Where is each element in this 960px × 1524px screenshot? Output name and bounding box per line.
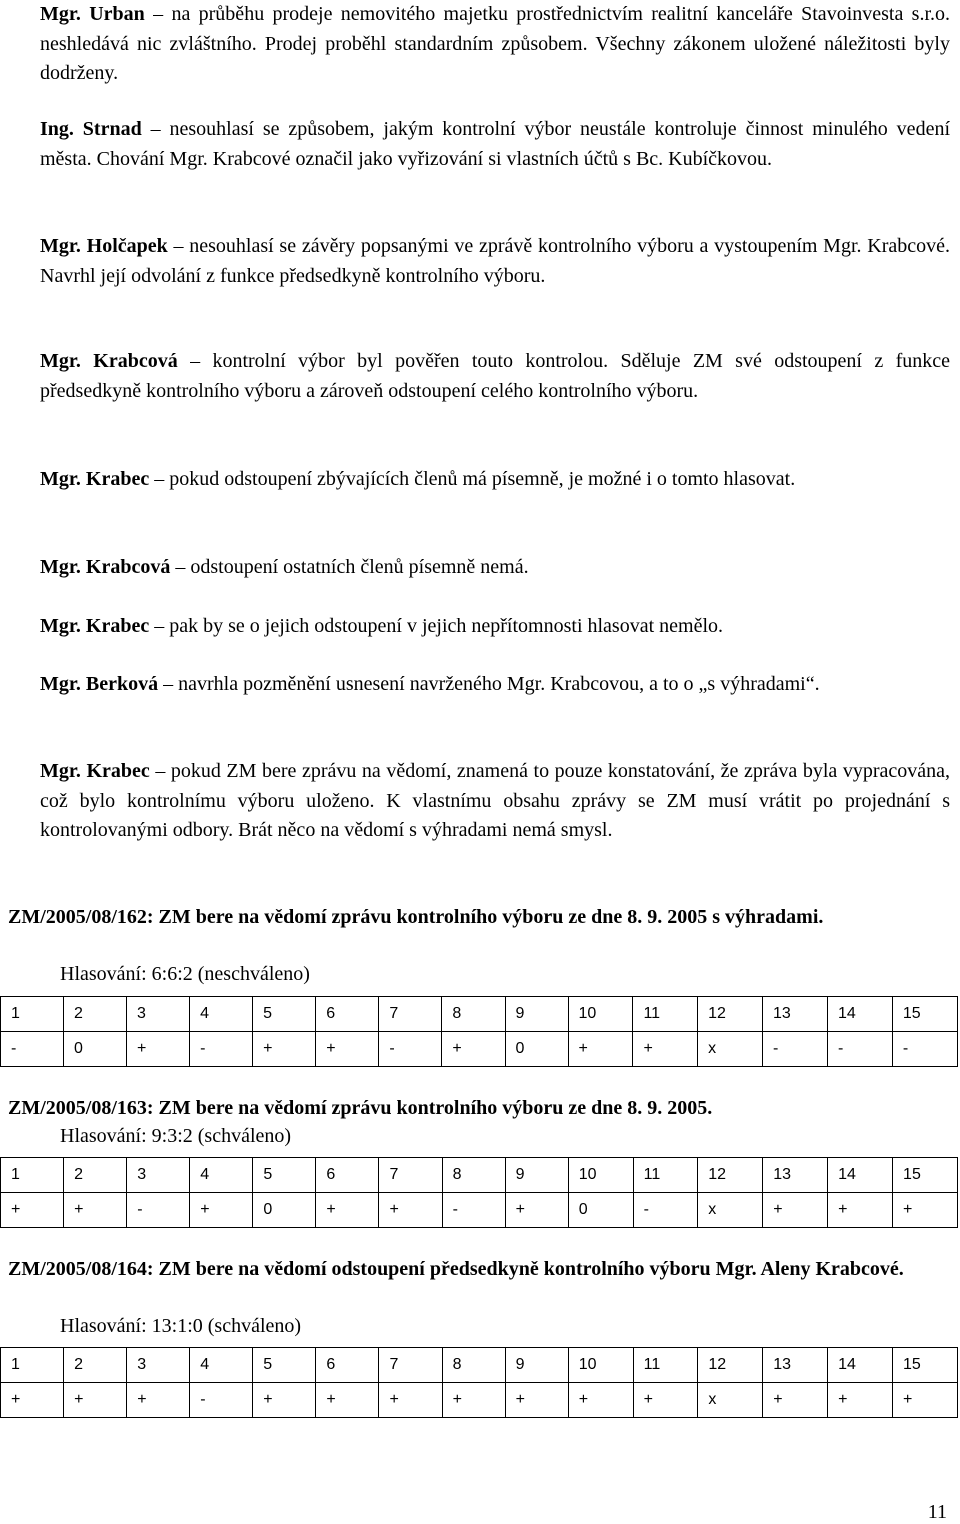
table-cell: - <box>892 1032 957 1067</box>
table-cell: + <box>1 1193 64 1228</box>
paragraph-krabcova-2 <box>40 553 950 583</box>
table-cell: x <box>698 1032 763 1067</box>
vote-result-163: Hlasování: 9:3:2 (schváleno) <box>60 1125 292 1147</box>
paragraph-text: – kontrolní výbor byl pověřen touto kontrolou. Sděluje ZM své odstoupení z funkce předsedkyně kontrolního výboru a zároveň odstoupení celého kontrolního výboru. <box>40 350 950 402</box>
table-cell: + <box>379 1383 442 1418</box>
table-cell: 11 <box>633 997 698 1032</box>
vote-table-marks-row <box>1 1193 958 1228</box>
paragraph-text: – navrhla pozměnění usnesení navrženého Mgr. Krabcovou, a to o „s výhradami“. <box>158 673 820 695</box>
table-cell: - <box>379 1032 442 1067</box>
table-cell: 5 <box>253 1158 316 1193</box>
table-cell: + <box>127 1032 190 1067</box>
table-cell: 7 <box>379 1348 442 1383</box>
paragraph-urban <box>40 0 950 89</box>
table-cell: - <box>827 1032 892 1067</box>
table-cell: + <box>253 1383 316 1418</box>
table-cell: + <box>633 1383 698 1418</box>
table-cell: + <box>828 1193 893 1228</box>
resolution-162: ZM/2005/08/162: ZM bere na vědomí zprávu kontrolního výboru ze dne 8. 9. 2005 s výhradami. <box>8 906 824 928</box>
paragraph-text: – nesouhlasí se způsobem, jakým kontrolní výbor neustále kontroluje činnost minulého vedení města. Chování Mgr. Krabcové označil jako vyřizování si vlastních účtů s Bc. Kubíčkovou. <box>40 118 950 170</box>
speaker-name: Mgr. Krabcová <box>40 556 171 578</box>
table-cell: 0 <box>505 1032 568 1067</box>
table-cell: x <box>698 1383 763 1418</box>
table-cell: + <box>190 1193 253 1228</box>
vote-table-numbers-row <box>1 1158 958 1193</box>
table-cell: 0 <box>253 1193 316 1228</box>
table-cell: 8 <box>442 1348 505 1383</box>
paragraph-text: – pokud ZM bere zprávu na vědomí, znamená to pouze konstatování, že zpráva byla vypracována, což bylo kontrolnímu výboru uloženo. K vlastnímu obsahu zprávy se ZM musí vrátit po projednání s kontrolovanými odbory. Brát něco na vědomí s výhradami nemá smysl. <box>40 760 950 841</box>
vote-table-marks-row <box>1 1383 958 1418</box>
table-cell: + <box>893 1193 958 1228</box>
table-cell: 10 <box>568 1158 633 1193</box>
table-cell: 14 <box>827 997 892 1032</box>
table-cell: 10 <box>568 997 633 1032</box>
table-cell: + <box>633 1032 698 1067</box>
table-cell: 1 <box>1 1348 64 1383</box>
speaker-name: Mgr. Holčapek <box>40 235 168 257</box>
paragraph-strnad <box>40 115 950 174</box>
speaker-name: Mgr. Krabec <box>40 760 150 782</box>
table-cell: 4 <box>190 1348 253 1383</box>
table-cell: + <box>379 1193 442 1228</box>
speaker-name: Mgr. Berková <box>40 673 159 695</box>
vote-table-numbers-row <box>1 997 958 1032</box>
table-cell: + <box>442 1032 505 1067</box>
paragraph-krabec-3 <box>40 757 950 846</box>
speaker-name: Mgr. Krabec <box>40 615 150 637</box>
table-cell: + <box>64 1193 127 1228</box>
table-cell: x <box>698 1193 763 1228</box>
table-cell: + <box>127 1383 190 1418</box>
table-cell: + <box>64 1383 127 1418</box>
table-cell: 1 <box>1 997 64 1032</box>
table-cell: 5 <box>253 997 316 1032</box>
table-cell: 12 <box>698 1348 763 1383</box>
speaker-name: Mgr. Krabec <box>40 468 150 490</box>
paragraph-text: – pokud odstoupení zbývajících členů má písemně, je možné i o tomto hlasovat. <box>149 468 796 490</box>
table-cell: 9 <box>505 1348 568 1383</box>
table-cell: 3 <box>127 1158 190 1193</box>
paragraph-berkova <box>40 670 950 700</box>
speaker-name: Mgr. Urban <box>40 3 145 25</box>
table-cell: 4 <box>190 1158 253 1193</box>
table-cell: + <box>316 1383 379 1418</box>
table-cell: + <box>253 1032 316 1067</box>
table-cell: 7 <box>379 997 442 1032</box>
table-cell: - <box>442 1193 505 1228</box>
resolution-163: ZM/2005/08/163: ZM bere na vědomí zprávu kontrolního výboru ze dne 8. 9. 2005. <box>8 1097 713 1119</box>
table-cell: - <box>127 1193 190 1228</box>
table-cell: 0 <box>568 1193 633 1228</box>
table-cell: 12 <box>698 1158 763 1193</box>
paragraph-holcapek <box>40 232 950 291</box>
table-cell: 11 <box>633 1158 698 1193</box>
table-cell: + <box>763 1383 828 1418</box>
table-cell: 12 <box>698 997 763 1032</box>
paragraph-text: – na průběhu prodeje nemovitého majetku prostřednictvím realitní kanceláře Stavoinvesta s.r.o. neshledává nic zvláštního. Prodej proběhl standardním způsobem. Všechny zákonem uložené náležitosti byly dodrženy. <box>40 3 950 84</box>
table-cell: + <box>505 1193 568 1228</box>
table-cell: 8 <box>442 1158 505 1193</box>
table-cell: 8 <box>442 997 505 1032</box>
table-cell: - <box>1 1032 64 1067</box>
paragraph-text: – pak by se o jejich odstoupení v jejich nepřítomnosti hlasovat nemělo. <box>149 615 724 637</box>
table-cell: + <box>828 1383 893 1418</box>
table-cell: + <box>763 1193 828 1228</box>
paragraph-krabec-1 <box>40 465 950 495</box>
table-cell: 6 <box>316 1348 379 1383</box>
table-cell: 15 <box>893 1348 958 1383</box>
table-cell: + <box>568 1383 633 1418</box>
vote-result-162: Hlasování: 6:6:2 (neschváleno) <box>60 963 310 985</box>
table-cell: 15 <box>892 997 957 1032</box>
vote-table-numbers-row <box>1 1348 958 1383</box>
table-cell: - <box>633 1193 698 1228</box>
table-cell: 13 <box>763 1348 828 1383</box>
table-cell: 3 <box>127 997 190 1032</box>
table-cell: 15 <box>893 1158 958 1193</box>
paragraph-text: – nesouhlasí se závěry popsanými ve zprávě kontrolního výboru a vystoupením Mgr. Krabcové. Navrhl její odvolání z funkce předsedkyně kontrolního výboru. <box>40 235 950 287</box>
paragraph-krabec-2 <box>40 612 950 642</box>
table-cell: + <box>1 1383 64 1418</box>
resolution-164: ZM/2005/08/164: ZM bere na vědomí odstoupení předsedkyně kontrolního výboru Mgr. Aleny Krabcové. <box>8 1258 904 1280</box>
table-cell: 14 <box>828 1348 893 1383</box>
table-cell: 3 <box>127 1348 190 1383</box>
table-cell: + <box>505 1383 568 1418</box>
table-cell: 6 <box>316 997 379 1032</box>
table-cell: 10 <box>568 1348 633 1383</box>
table-cell: 7 <box>379 1158 442 1193</box>
table-cell: + <box>568 1032 633 1067</box>
table-cell: 2 <box>64 1348 127 1383</box>
table-cell: 14 <box>828 1158 893 1193</box>
table-cell: + <box>316 1193 379 1228</box>
vote-table-marks-row <box>1 1032 958 1067</box>
vote-table-164 <box>0 1347 958 1418</box>
table-cell: 2 <box>64 1158 127 1193</box>
paragraph-text: – odstoupení ostatních členů písemně nemá. <box>170 556 529 578</box>
table-cell: 4 <box>190 997 253 1032</box>
table-cell: 5 <box>253 1348 316 1383</box>
speaker-name: Mgr. Krabcová <box>40 350 178 372</box>
vote-table-163 <box>0 1157 958 1228</box>
vote-result-164: Hlasování: 13:1:0 (schváleno) <box>60 1315 302 1337</box>
vote-table-162 <box>0 996 958 1067</box>
table-cell: 2 <box>64 997 127 1032</box>
table-cell: 9 <box>505 1158 568 1193</box>
table-cell: 0 <box>64 1032 127 1067</box>
table-cell: 13 <box>763 997 828 1032</box>
paragraph-krabcova-1 <box>40 347 950 406</box>
table-cell: 13 <box>763 1158 828 1193</box>
table-cell: + <box>442 1383 505 1418</box>
table-cell: 6 <box>316 1158 379 1193</box>
table-cell: - <box>190 1383 253 1418</box>
table-cell: + <box>893 1383 958 1418</box>
table-cell: 1 <box>1 1158 64 1193</box>
speaker-name: Ing. Strnad <box>40 118 142 140</box>
page-number: 11 <box>927 1501 947 1523</box>
table-cell: - <box>763 1032 828 1067</box>
table-cell: - <box>190 1032 253 1067</box>
table-cell: + <box>316 1032 379 1067</box>
table-cell: 9 <box>505 997 568 1032</box>
table-cell: 11 <box>633 1348 698 1383</box>
